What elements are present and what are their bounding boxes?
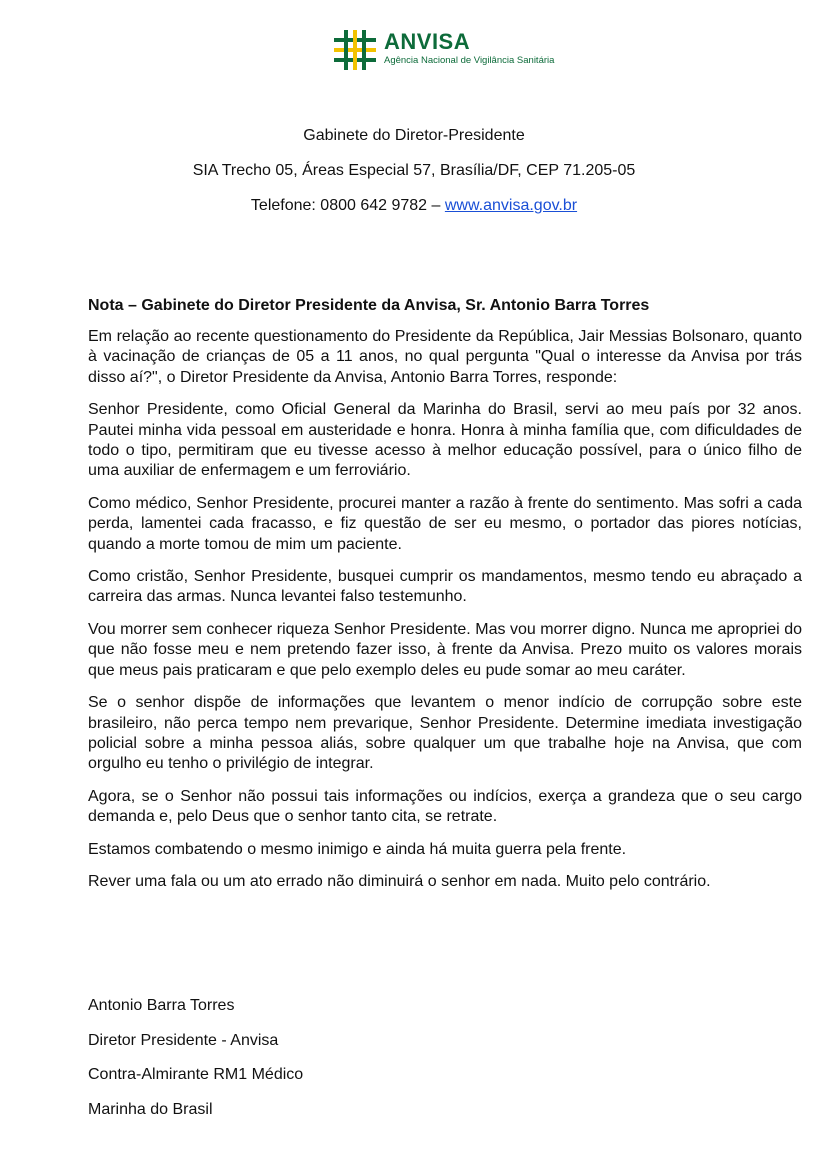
paragraph-1: Em relação ao recente questionamento do Presidente da República, Jair Messias Bolsonaro, quanto à vacinação de crianças de 05 a 11 anos, no qual pergunta "Qual o interesse da Anvisa por trás disso aí?", o Diretor Presidente da Anvisa, Antonio Barra Torres, responde: bbox=[88, 328, 802, 386]
logo-name: ANVISA bbox=[384, 29, 471, 54]
paragraph-8: Estamos combatendo o mesmo inimigo e ainda há muita guerra pela frente. bbox=[88, 840, 627, 858]
paragraph-7: Agora, se o Senhor não possui tais informações ou indícios, exerça a grandeza que o seu cargo demanda e, pelo Deus que o senhor tanto cita, se retrate. bbox=[88, 787, 802, 826]
signature-institution: Marinha do Brasil bbox=[88, 1101, 213, 1119]
paragraph-9: Rever uma fala ou um ato errado não diminuirá o senhor em nada. Muito pelo contrário. bbox=[88, 872, 711, 890]
signature-role: Diretor Presidente - Anvisa bbox=[88, 1031, 279, 1049]
note-title: Nota – Gabinete do Diretor Presidente da Anvisa, Sr. Antonio Barra Torres bbox=[88, 297, 650, 314]
website-link[interactable]: www.anvisa.gov.br bbox=[444, 197, 578, 214]
contact-line bbox=[0, 196, 828, 216]
paragraph-4: Como cristão, Senhor Presidente, busquei cumprir os mandamentos, mesmo tendo eu abraçado a carreira das armas. Nunca levantei falso testemunho. bbox=[88, 568, 802, 606]
logo-subtitle: Agência Nacional de Vigilância Sanitária bbox=[384, 55, 555, 66]
anvisa-cross-icon bbox=[334, 30, 376, 70]
phone-text: Telefone: 0800 642 9782 – bbox=[250, 197, 445, 214]
paragraph-3: Como médico, Senhor Presidente, procurei manter a razão à frente do sentimento. Mas sofri a cada perda, lamentei cada fracasso, e fiz questão de ser eu mesmo, o portador das piores notícias, quando a morte tomou de mim um paciente. bbox=[88, 494, 802, 553]
signature-block bbox=[88, 996, 588, 1135]
office-line: Gabinete do Diretor-Presidente bbox=[303, 127, 525, 144]
paragraph-6: Se o senhor dispõe de informações que levantem o menor indício de corrupção sobre este brasileiro, não perca tempo nem prevarique, Senhor Presidente. Determine imediata investigação policial sobre a minha pessoa aliás, sobre qualquer um que trabalhe hoje na Anvisa, que com orgulho eu tenho o privilégio de integrar. bbox=[88, 694, 802, 773]
address-line: SIA Trecho 05, Áreas Especial 57, Brasília/DF, CEP 71.205-05 bbox=[192, 162, 636, 179]
note-body bbox=[88, 296, 802, 904]
signature-rank: Contra-Almirante RM1 Médico bbox=[88, 1066, 304, 1084]
anvisa-logo bbox=[334, 28, 574, 72]
signature-name: Antonio Barra Torres bbox=[88, 997, 235, 1014]
paragraph-5: Vou morrer sem conhecer riqueza Senhor Presidente. Mas vou morrer digno. Nunca me apropriei do que não fosse meu e nem pretendo fazer isso, à frente da Anvisa. Prezo muito os valores morais que meus pais praticaram e que pelo exemplo deles eu pude somar ao meu caráter. bbox=[88, 620, 802, 679]
paragraph-2: Senhor Presidente, como Oficial General da Marinha do Brasil, servi ao meu país por 32 anos. Pautei minha vida pessoal em austeridade e honra. Honra à minha família que, com dificuldades de todo o tipo, permitiram que eu tivesse acesso à melhor educação possível, para o único filho de uma auxiliar de enfermagem e um ferroviário. bbox=[88, 401, 802, 480]
